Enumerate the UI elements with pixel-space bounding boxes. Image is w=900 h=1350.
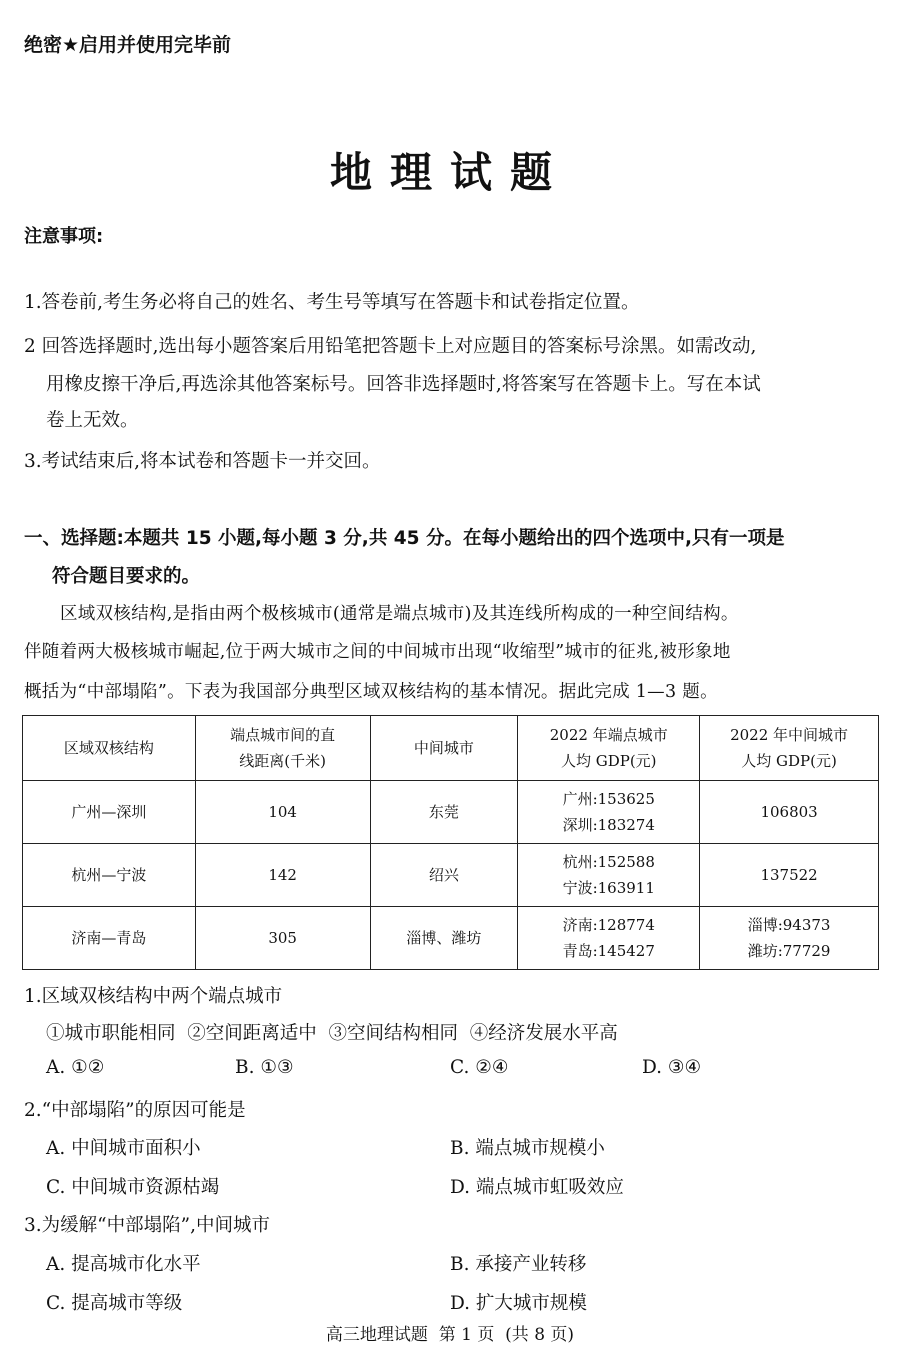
notice-item: 3.考试结束后,将本试卷和答题卡一并交回。 (24, 451, 381, 472)
table-row (23, 907, 879, 970)
table-cell: 杭州—宁波 (23, 844, 196, 907)
table-cell: 142 (195, 844, 370, 907)
option-d: D. 扩大城市规模 (450, 1293, 587, 1314)
table-cell: 淄博:94373 潍坊:77729 (700, 907, 879, 970)
table-cell: 106803 (700, 781, 879, 844)
table-row (23, 844, 879, 907)
option-c: C. ②④ (450, 1057, 509, 1078)
table-header: 2022 年中间城市 人均 GDP(元) (700, 716, 879, 781)
option-b: B. ①③ (235, 1057, 294, 1078)
section-heading: 一、选择题:本题共 15 小题,每小题 3 分,共 45 分。在每小题给出的四个选项中,只有一项是 (24, 528, 785, 549)
table-cell: 济南:128774 青岛:145427 (518, 907, 700, 970)
section-heading: 符合题目要求的。 (52, 566, 201, 587)
option-d: D. 端点城市虹吸效应 (450, 1177, 624, 1198)
table-cell: 杭州:152588 宁波:163911 (518, 844, 700, 907)
table-cell: 东莞 (370, 781, 518, 844)
option-c: C. 中间城市资源枯竭 (46, 1177, 220, 1198)
table-cell: 137522 (700, 844, 879, 907)
table-row (23, 781, 879, 844)
option-a: A. ①② (46, 1057, 105, 1078)
city-table (22, 715, 879, 970)
table-header: 区域双核结构 (23, 716, 196, 781)
table-cell: 104 (195, 781, 370, 844)
intro-paragraph: 伴随着两大极核城市崛起,位于两大城市之间的中间城市出现“收缩型”城市的征兆,被形象地 (24, 642, 731, 662)
table-header: 端点城市间的直 线距离(千米) (195, 716, 370, 781)
page-footer: 高三地理试题 第 1 页 (共 8 页) (325, 1325, 575, 1345)
page-title: 地理试题 (329, 148, 570, 197)
option-a: A. 提高城市化水平 (46, 1254, 201, 1275)
notice-item: 1.答卷前,考生务必将自己的姓名、考生号等填写在答题卡和试卷指定位置。 (24, 292, 640, 313)
intro-paragraph: 区域双核结构,是指由两个极核城市(通常是端点城市)及其连线所构成的一种空间结构。 (60, 604, 739, 624)
notice-item: 用橡皮擦干净后,再选涂其他答案标号。回答非选择题时,将答案写在答题卡上。写在本试 (46, 374, 761, 395)
question-stem: 2.“中部塌陷”的原因可能是 (24, 1100, 246, 1121)
notice-item: 卷上无效。 (46, 410, 139, 431)
question-statements: ①城市职能相同 ②空间距离适中 ③空间结构相同 ④经济发展水平高 (46, 1023, 618, 1044)
option-d: D. ③④ (642, 1057, 702, 1078)
option-c: C. 提高城市等级 (46, 1293, 183, 1314)
table-cell: 广州:153625 深圳:183274 (518, 781, 700, 844)
intro-paragraph: 概括为“中部塌陷”。下表为我国部分典型区域双核结构的基本情况。据此完成 1—3 题。 (24, 682, 718, 702)
table-cell: 广州—深圳 (23, 781, 196, 844)
table-header: 中间城市 (370, 716, 518, 781)
notice-item: 2 回答选择题时,选出每小题答案后用铅笔把答题卡上对应题目的答案标号涂黑。如需改动, (24, 336, 757, 357)
table-cell: 淄博、潍坊 (370, 907, 518, 970)
table-cell: 305 (195, 907, 370, 970)
question-stem: 1.区域双核结构中两个端点城市 (24, 986, 283, 1007)
option-a: A. 中间城市面积小 (46, 1138, 201, 1159)
table-header-row (23, 716, 879, 781)
table-cell: 济南—青岛 (23, 907, 196, 970)
confidential-label: 绝密★启用并使用完毕前 (24, 34, 232, 56)
table-header: 2022 年端点城市 人均 GDP(元) (518, 716, 700, 781)
option-b: B. 承接产业转移 (450, 1254, 587, 1275)
option-b: B. 端点城市规模小 (450, 1138, 605, 1159)
notice-heading: 注意事项: (24, 226, 104, 247)
table-cell: 绍兴 (370, 844, 518, 907)
question-stem: 3.为缓解“中部塌陷”,中间城市 (24, 1215, 270, 1236)
